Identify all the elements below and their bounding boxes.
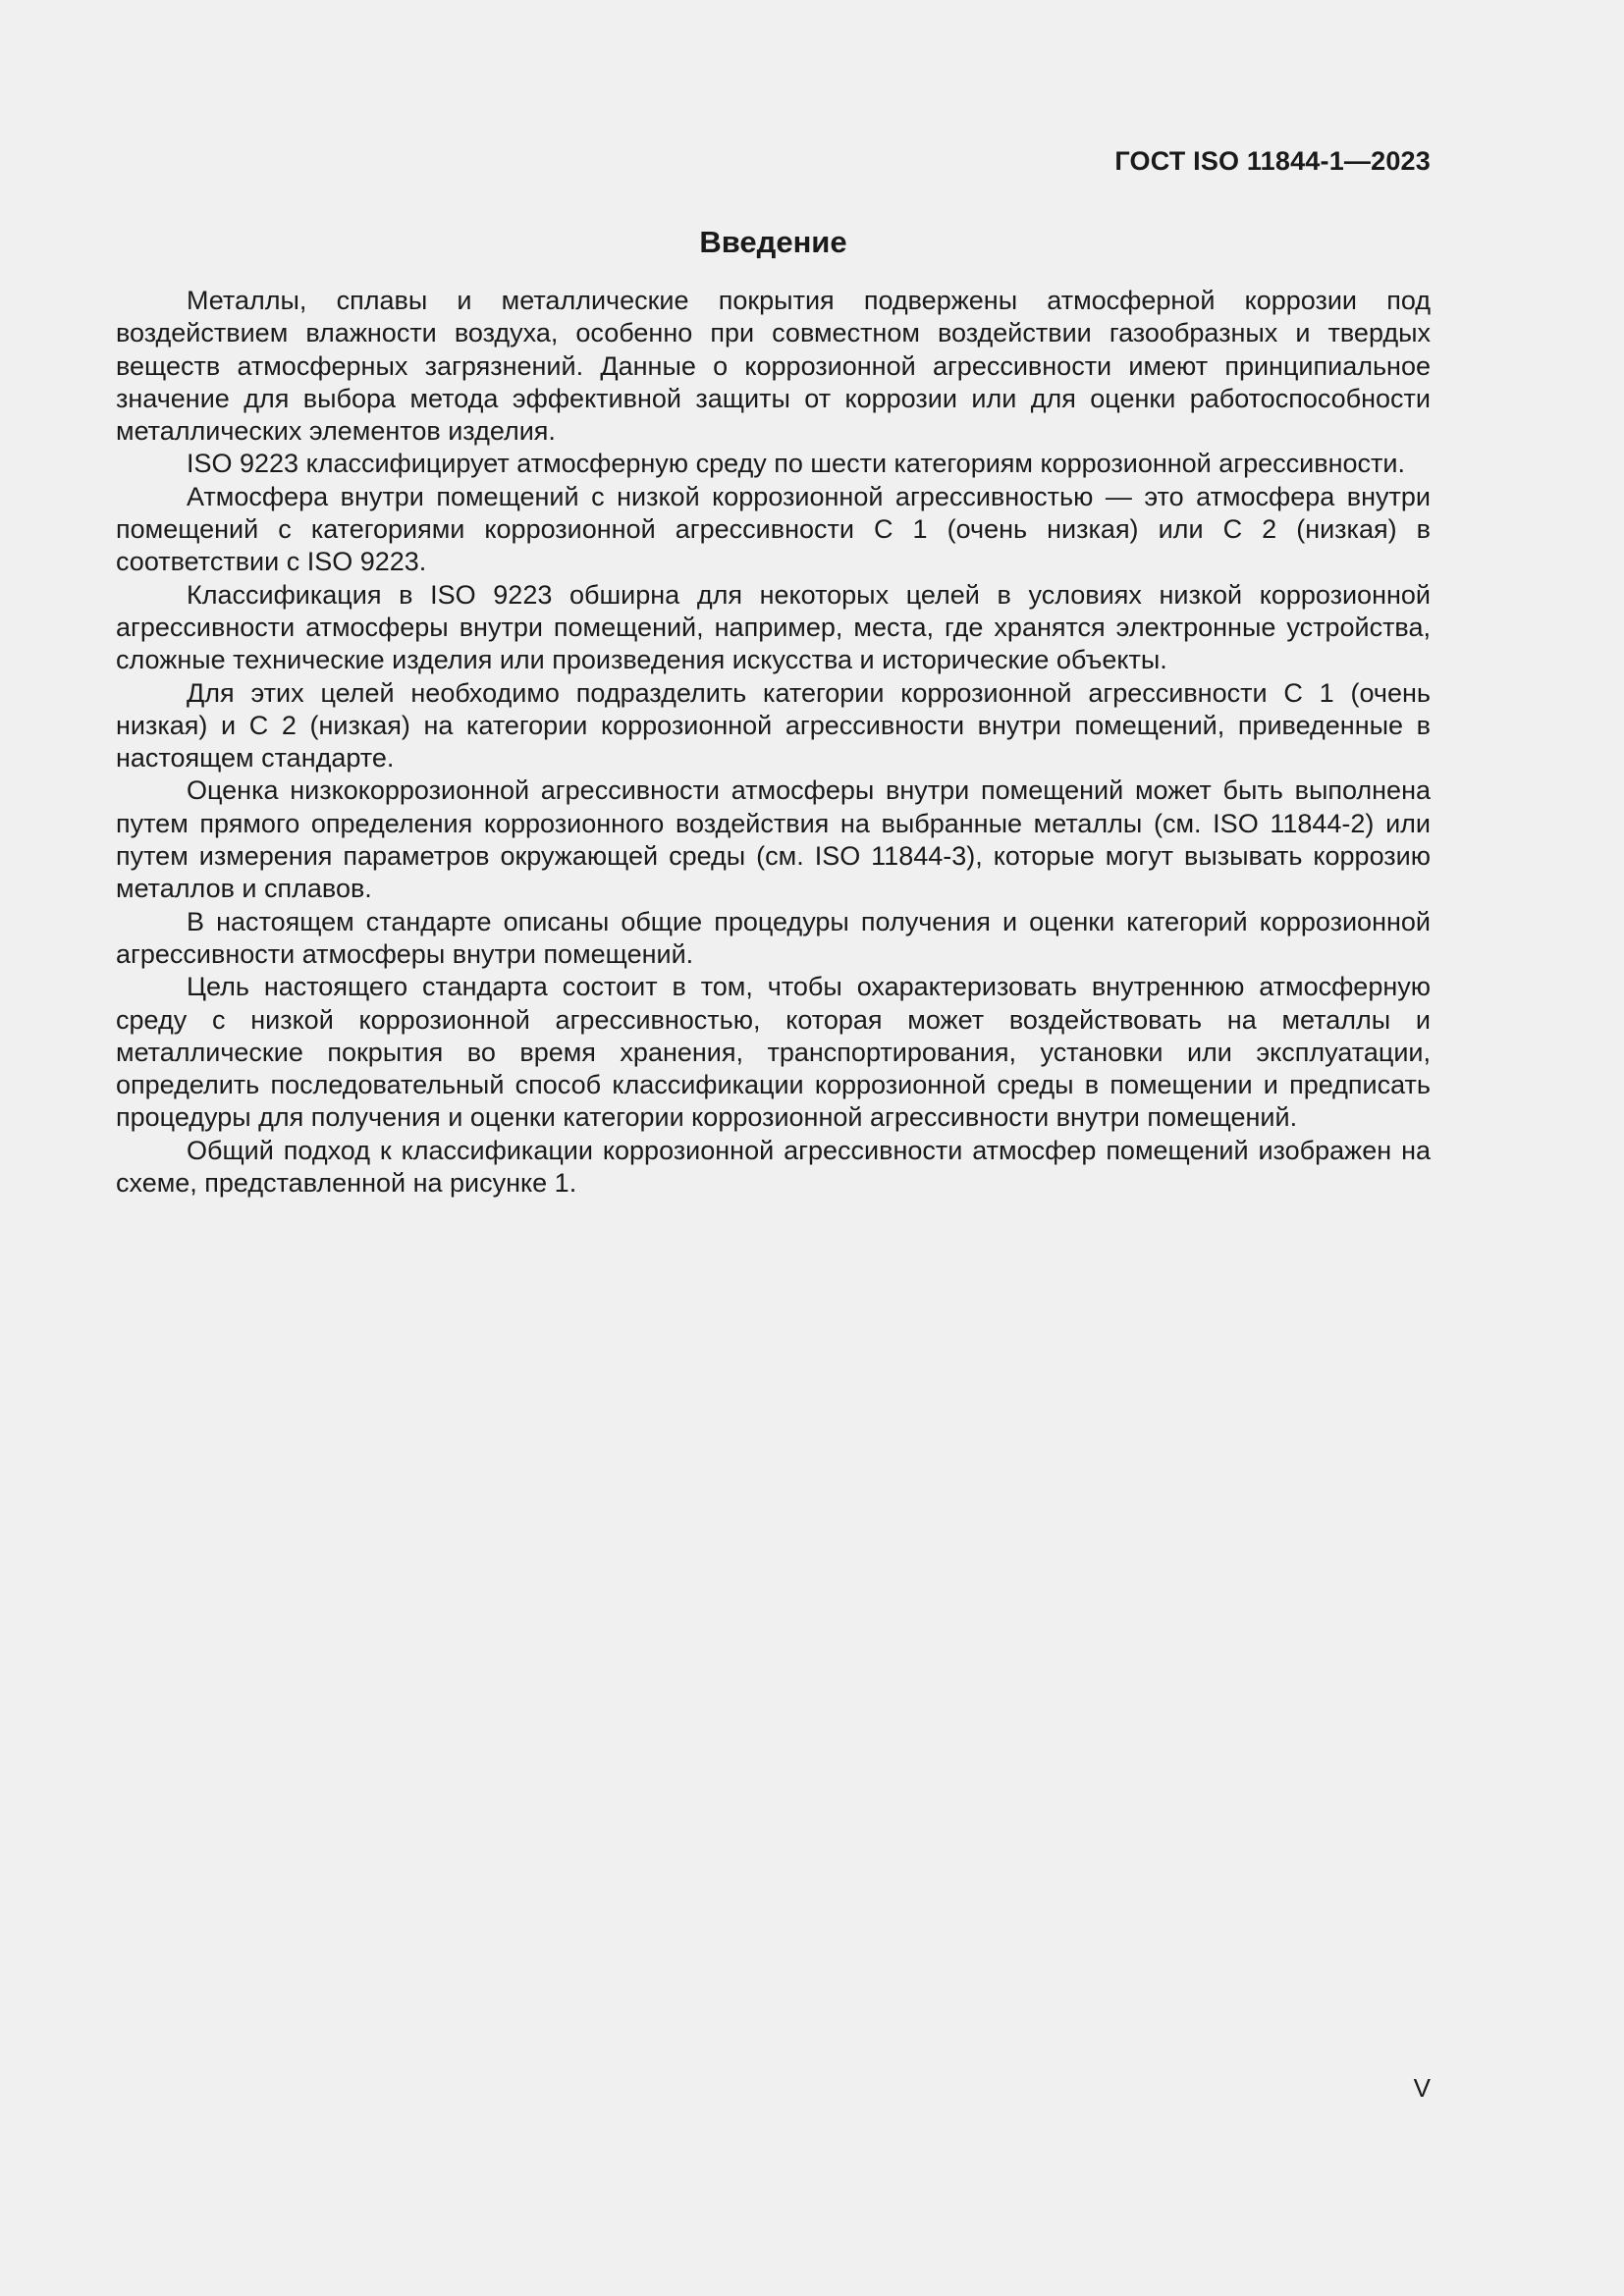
paragraph: Металлы, сплавы и металлические покрытия подвержены атмосферной коррозии под воздействием влажности воздуха, особенно при совместном воздействии газообразных и твердых веществ атмосферных загрязнений. Данные о коррозионной агрессивности имеют принципиальное значение для выбора метода эффективной защиты от коррозии или для оценки работоспособности металлических элементов изделия. xyxy=(116,286,1431,447)
document-code: ГОСТ ISO 11844-1—2023 xyxy=(1114,146,1431,176)
page-number: V xyxy=(1413,2073,1431,2103)
paragraph: Общий подход к классификации коррозионной агрессивности атмосфер помещений изображен на схеме, представленной на рисунке 1. xyxy=(116,1135,1431,1199)
section-title: Введение xyxy=(699,225,847,259)
paragraph: Для этих целей необходимо подразделить категории коррозионной агрессивности С 1 (очень низкая) и С 2 (низкая) на категории коррозионной агрессивности внутри помещений, приведенные в настоящем стандарте. xyxy=(116,677,1431,774)
paragraph: Классификация в ISO 9223 обширна для некоторых целей в условиях низкой коррозионной агрессивности атмосферы внутри помещений, например, места, где хранятся электронные устройства, сложные технические изделия или произведения искусства и исторические объекты. xyxy=(116,579,1431,675)
paragraph: Оценка низкокоррозионной агрессивности атмосферы внутри помещений может быть выполнена путем прямого определения коррозионного воздействия на выбранные металлы (см. ISO 11844-2) или путем измерения параметров окружающей среды (см. ISO 11844-3), которые могут вызывать коррозию металлов и сплавов. xyxy=(116,775,1431,904)
document-page xyxy=(116,0,1431,2296)
paragraph: Атмосфера внутри помещений с низкой коррозионной агрессивностью — это атмосфера внутри помещений с категориями коррозионной агрессивности С 1 (очень низкая) или С 2 (низкая) в соответствии с ISO 9223. xyxy=(116,481,1431,577)
paragraph: В настоящем стандарте описаны общие процедуры получения и оценки категорий коррозионной агрессивности атмосферы внутри помещений. xyxy=(116,906,1431,969)
paragraph: ISO 9223 классифицирует атмосферную среду по шести категориям коррозионной агрессивности. xyxy=(187,449,1405,479)
paragraph: Цель настоящего стандарта состоит в том, чтобы охарактеризовать внутреннюю атмосферную среду с низкой коррозионной агрессивностью, которая может воздействовать на металлы и металлические покрытия во время хранения, транспортирования, установки или эксплуатации, определить последовательный способ классификации коррозионной среды в помещении и предписать процедуры для получения и оценки категории коррозионной агрессивности внутри помещений. xyxy=(116,972,1431,1133)
body-text xyxy=(116,285,1431,1200)
